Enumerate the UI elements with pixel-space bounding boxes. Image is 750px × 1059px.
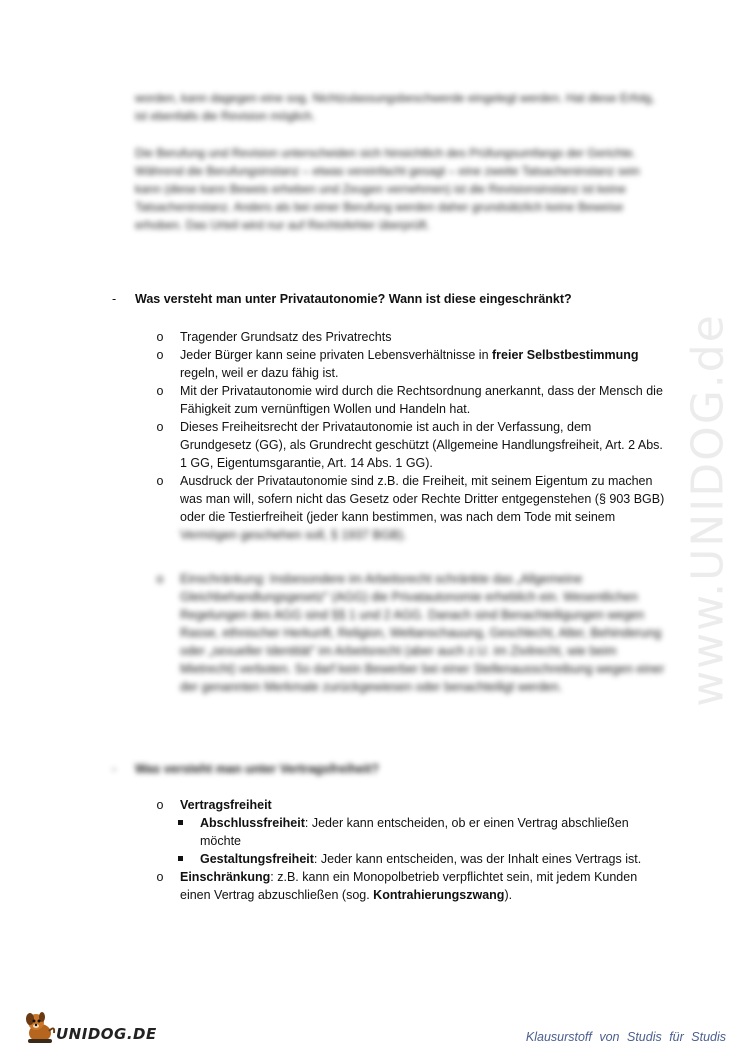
circle-bullet-icon: o xyxy=(156,870,164,884)
kontrahierungszwang-label: Kontrahierungszwang xyxy=(373,888,505,902)
blurred-paragraph-2: Die Berufung und Revision unterscheiden sich hinsichtlich des Prüfungsumfangs der Gerichte. Während die Berufungsinstanz – etwas vereinfacht gesagt – eine zweite Tatsacheninstanz sein kann (diese kann Beweis erheben und Zeugen vernehmen) ist die Revisionsinstanz ist keine Tatsacheninstanz. Anders als bei einer Berufung werden daher grundsätzlich keine Beweise erhoben. Das Urteil wird nur auf Rechtsfehler überprüft. xyxy=(135,146,640,232)
circle-bullet-icon: o xyxy=(156,420,164,434)
privatautonomie-list xyxy=(155,328,665,696)
question-text: Was versteht man unter Privatautonomie? Wann ist diese eingeschränkt? xyxy=(135,292,572,306)
sub-list xyxy=(155,814,665,868)
question-dash: - xyxy=(112,762,117,776)
logo-text: UNIDOG.DE xyxy=(56,1025,157,1043)
item-bold-text: freier Selbstbestimmung xyxy=(492,348,639,362)
einschraenkung-text: : z.B. kann ein Monopolbetrieb verpflichtet sein, mit jedem Kunden einen Vertrag abzuschließen (sog. xyxy=(180,870,638,902)
blurred-item-tail: Vermögen geschehen soll, § 1937 BGB). xyxy=(180,528,407,542)
list-item xyxy=(155,418,665,472)
item-text: Dieses Freiheitsrecht der Privatautonomie ist auch in der Verfassung, dem Grundgesetz (GG), als Grundrecht geschützt (Allgemeine Handlungsfreiheit, Art. 2 Abs. 1 GG, Eigentumsgarantie, Art. 14 Abs. 1 GG). xyxy=(180,420,663,470)
circle-bullet-icon: o xyxy=(156,348,164,362)
item-text-tail: regeln, weil er dazu fähig ist. xyxy=(180,366,339,380)
item-text: Ausdruck der Privatautonomie sind z.B. die Freiheit, mit seinem Eigentum zu machen was man will, sofern nicht das Gesetz oder Rechte Dritter entgegenstehen (§ 903 BGB) oder die Testierfreiheit (jeder kann bestimmen, was nach dem Tode mit seinem xyxy=(180,474,665,524)
circle-bullet-icon: o xyxy=(156,474,164,488)
list-item xyxy=(155,328,665,346)
vertragsfreiheit-label: Vertragsfreiheit xyxy=(180,798,272,812)
square-bullet-icon xyxy=(178,856,183,861)
watermark xyxy=(682,280,734,740)
watermark-text: www.UNIDOG.de xyxy=(682,313,734,707)
list-item xyxy=(155,868,665,904)
footer-logo[interactable] xyxy=(22,1011,162,1047)
blurred-paragraph-1: worden, kann dagegen eine sog. Nichtzulassungsbeschwerde eingelegt werden. Hat diese Erfolg, ist ebenfalls die Revision möglich. xyxy=(135,91,655,123)
sub-item-bold: Abschlussfreiheit xyxy=(200,816,305,830)
sub-list-item xyxy=(155,814,665,850)
question-text: Was versteht man unter Vertragsfreiheit? xyxy=(135,762,380,776)
sub-item-text: : Jeder kann entscheiden, was der Inhalt eines Vertrags ist. xyxy=(313,852,642,866)
list-item xyxy=(155,346,665,382)
sub-list-item xyxy=(155,850,665,868)
item-text: Jeder Bürger kann seine privaten Lebensverhältnisse in xyxy=(180,348,492,362)
vertragsfreiheit-list xyxy=(155,796,665,904)
circle-bullet-icon: o xyxy=(156,330,164,344)
footer-tagline: Klausurstoff von Studis für Studis xyxy=(525,1030,726,1044)
blurred-list-item xyxy=(155,570,665,696)
square-bullet-icon xyxy=(178,820,183,825)
einschraenkung-tail: ). xyxy=(504,888,513,902)
circle-bullet-icon: o xyxy=(156,384,164,398)
circle-bullet-icon: o xyxy=(156,572,164,586)
sub-item-bold: Gestaltungsfreiheit xyxy=(200,852,314,866)
list-item xyxy=(155,382,665,418)
dog-mascot-icon xyxy=(22,1011,58,1045)
sub-item-text: : Jeder kann entscheiden, ob er einen Vertrag abschließen möchte xyxy=(200,816,629,848)
blurred-item-text: Einschränkung: Insbesondere im Arbeitsrecht schränkte das „Allgemeine Gleichbehandlungsgesetz" (AGG) die Privatautonomie erheblich ein. Wesentlichen Regelungen des AGG sind §§ 1 und 2 AGG. Danach sind Benachteiligungen wegen Rasse, ethnischer Herkunft, Religion, Weltanschauung, Geschlecht, Alter, Behinderung oder „sexueller Identität" im Arbeitsrecht (aber auch z.U. im Zivilrecht, wie beim Mietrecht) verboten. So darf kein Bewerber bei einer Stellenausschreibung wegen einer der genannten Merkmale zurückgewiesen oder benachteiligt werden. xyxy=(180,572,665,694)
question-dash: - xyxy=(112,292,117,306)
item-text: Mit der Privatautonomie wird durch die Rechtsordnung anerkannt, dass der Mensch die Fähigkeit zum vernünftigen Wollen und Handeln hat. xyxy=(180,384,663,416)
list-item xyxy=(155,472,665,544)
list-item xyxy=(155,796,665,814)
item-text: Tragender Grundsatz des Privatrechts xyxy=(180,330,392,344)
circle-bullet-icon: o xyxy=(156,798,164,812)
einschraenkung-label: Einschränkung xyxy=(180,870,271,884)
